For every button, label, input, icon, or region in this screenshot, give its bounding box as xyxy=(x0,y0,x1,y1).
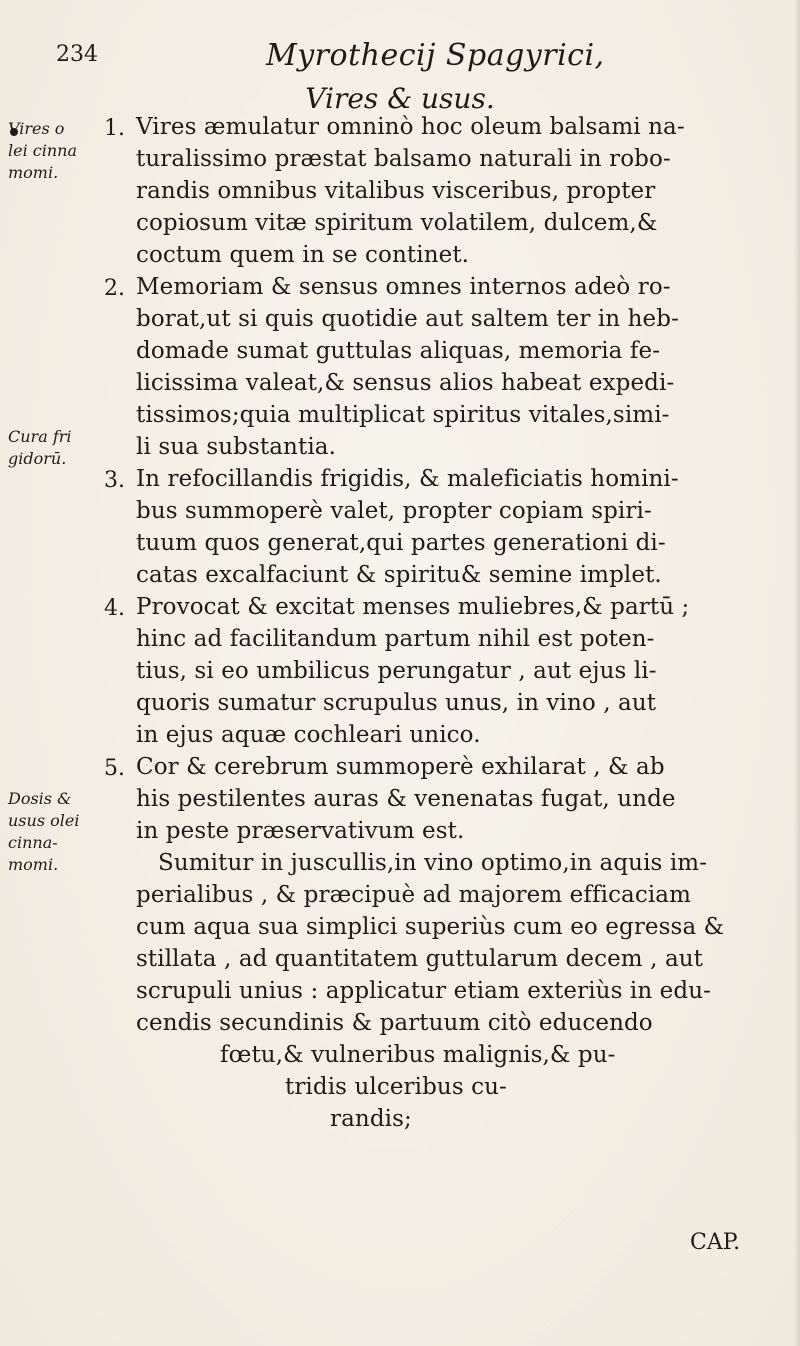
margin-note-cura xyxy=(8,426,108,470)
text-line: Sumitur in juscullis,in vino optimo,in aquis im- xyxy=(158,850,708,876)
text-line: Vires æmulatur omninò hoc oleum balsami na- xyxy=(136,114,685,140)
text-line: coctum quem in se continet. xyxy=(136,242,470,268)
text-line: bus summoperè valet, propter copiam spiri- xyxy=(136,498,652,524)
text-line: tuum quos generat,qui partes generationi di- xyxy=(136,530,666,556)
text-line: tridis ulceribus cu- xyxy=(285,1074,507,1100)
item-number: 2. xyxy=(104,276,125,301)
text-line: in ejus aquæ cochleari unico. xyxy=(136,722,481,748)
text-line: In refocillandis frigidis, & maleficiatis homini- xyxy=(136,466,679,492)
section-title: Vires & usus. xyxy=(305,82,495,115)
margin-note-line: momi. xyxy=(8,855,59,874)
page-header xyxy=(56,36,746,76)
text-line: randis; xyxy=(330,1106,412,1132)
text-line: Cor & cerebrum summoperè exhilarat , & ab xyxy=(136,754,665,780)
text-line: Memoriam & sensus omnes internos adeò ro- xyxy=(136,274,671,300)
item-number: 4. xyxy=(104,596,125,621)
text-line: scrupuli unius : applicatur etiam exteriùs in edu- xyxy=(136,978,712,1004)
text-line: turalissimo præstat balsamo naturali in robo- xyxy=(136,146,671,172)
text-line: li sua substantia. xyxy=(136,434,336,460)
item-number: 3. xyxy=(104,468,125,493)
page-edge-shadow xyxy=(794,0,800,1346)
text-line: cendis secundinis & partuum citò educendo xyxy=(136,1010,653,1036)
text-line: cum aqua sua simplici superiùs cum eo egressa & xyxy=(136,914,725,940)
item-number: 1. xyxy=(104,116,125,141)
catchword: CAP. xyxy=(690,1230,741,1255)
text-line: Provocat & excitat menses muliebres,& partū ; xyxy=(136,594,690,620)
margin-note-line: lei cinna xyxy=(8,141,78,160)
text-line: quoris sumatur scrupulus unus, in vino , aut xyxy=(136,690,657,716)
item-number: 5. xyxy=(104,756,125,781)
text-line: stillata , ad quantitatem guttularum decem , aut xyxy=(136,946,704,972)
margin-note-line: Dosis & xyxy=(8,789,72,808)
page-number: 234 xyxy=(56,42,98,67)
text-line: hinc ad facilitandum partum nihil est poten- xyxy=(136,626,655,652)
margin-note-vires xyxy=(8,118,108,184)
text-line: perialibus , & præcipuè ad majorem efficaciam xyxy=(136,882,692,908)
text-line: randis omnibus vitalibus visceribus, propter xyxy=(136,178,656,204)
text-line: his pestilentes auras & venenatas fugat, unde xyxy=(136,786,676,812)
text-line: copiosum vitæ spiritum volatilem, dulcem,& xyxy=(136,210,658,236)
margin-note-line: cinna- xyxy=(8,833,58,852)
margin-note-line: momi. xyxy=(8,163,59,182)
text-line: in peste præservativum est. xyxy=(136,818,465,844)
text-line: catas excalfaciunt & spiritu& semine implet. xyxy=(136,562,662,588)
margin-note-dosis xyxy=(8,788,108,876)
text-line: domade sumat guttulas aliquas, memoria fe- xyxy=(136,338,661,364)
margin-note-line: usus olei xyxy=(8,811,80,830)
text-line: licissima valeat,& sensus alios habeat expedi- xyxy=(136,370,675,396)
margin-note-line: Vires o xyxy=(8,119,65,138)
margin-note-line: Cura fri xyxy=(8,427,72,446)
running-title: Myrothecij Spagyrici, xyxy=(266,38,605,73)
text-line: fœtu,& vulneribus malignis,& pu- xyxy=(220,1042,616,1068)
text-line: tius, si eo umbilicus perungatur , aut ejus li- xyxy=(136,658,657,684)
text-line: tissimos;quia multiplicat spiritus vitales,simi- xyxy=(136,402,670,428)
text-line: borat,ut si quis quotidie aut saltem ter in heb- xyxy=(136,306,679,332)
margin-note-line: gidorū. xyxy=(8,449,67,468)
